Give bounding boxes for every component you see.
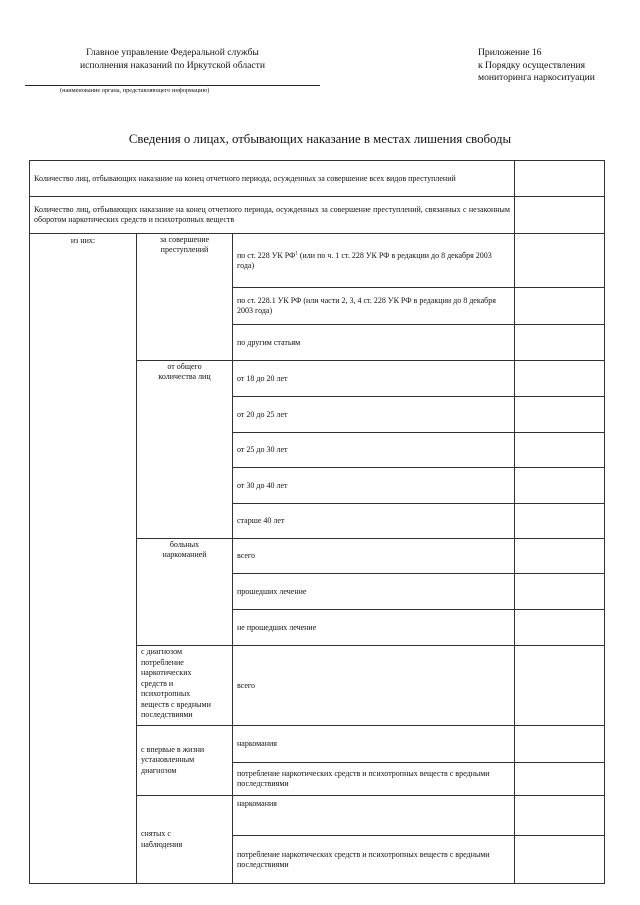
appendix-line-3: мониторинга наркоситуации [478, 72, 595, 83]
group-removed-line: наблюдения [141, 839, 183, 849]
group-diagnosis-line: последствиями [141, 710, 193, 719]
document-title: Сведения о лицах, отбывающих наказание в местах лишения свободы [128, 132, 512, 146]
org-line-2: исполнения наказаний по Иркутской области [80, 59, 265, 71]
table-row [30, 161, 605, 197]
group-first-diagnosis [137, 726, 233, 796]
item-age-over-40: старше 40 лет [233, 504, 515, 539]
group-age-line: количества лиц [158, 372, 211, 381]
group-removed [137, 796, 233, 884]
table-row [30, 234, 605, 288]
group-diagnosis-line: психотропных [141, 689, 191, 698]
value-cell[interactable] [515, 361, 605, 397]
item-art-228-1: по ст. 228.1 УК РФ (или части 2, 3, 4 ст. 228 УК РФ в редакции до 8 декабря 2003 года) [233, 288, 515, 325]
value-cell[interactable] [515, 726, 605, 763]
appendix-line-1: Приложение 16 [478, 47, 542, 58]
value-cell[interactable] [515, 836, 605, 884]
item-art-228 [233, 234, 515, 288]
value-cell[interactable] [515, 610, 605, 646]
group-first-line: диагнозом [141, 765, 177, 775]
org-line-1: Главное управление Федеральной службы [86, 47, 259, 58]
item-diagnosis-total: всего [233, 646, 515, 726]
value-cell[interactable] [515, 468, 605, 504]
organization-underline [25, 85, 320, 86]
item-first-consumption: потребление наркотических средств и психотропных веществ с вредными последствиями [233, 763, 515, 796]
group-age [137, 361, 233, 539]
group-diagnosis-line: наркотических [141, 668, 192, 677]
of-them-text: из них: [70, 236, 96, 245]
item-removed-consumption: потребление наркотических средств и психотропных веществ с вредными последствиями [233, 836, 515, 884]
value-cell[interactable] [515, 288, 605, 325]
item-removed-addiction: наркомания [233, 796, 515, 836]
value-cell[interactable] [515, 763, 605, 796]
value-cell[interactable] [515, 574, 605, 610]
appendix-note [478, 47, 628, 85]
value-cell[interactable] [515, 234, 605, 288]
group-addicts-line: больных [169, 540, 200, 549]
appendix-line-2: к Порядку осуществления [478, 59, 586, 71]
group-addicts-line: наркоманией [162, 550, 207, 559]
item-other-articles: по другим статьям [233, 325, 515, 361]
art228-rest: (или по ч. 1 ст. 228 УК РФ в редакции до 8 декабря 2003 года) [237, 250, 492, 270]
row-all-convicts-label: Количество лиц, отбывающих наказание на конец отчетного периода, осужденных за совершение всех видов преступлений [30, 161, 515, 197]
table-row [30, 197, 605, 234]
group-age-line: от общего [167, 362, 202, 371]
item-age-30-40: от 30 до 40 лет [233, 468, 515, 504]
item-addicts-total: всего [233, 539, 515, 574]
group-diagnosis-line: с диагнозом [141, 647, 183, 656]
group-addicts [137, 539, 233, 646]
group-diagnosis-line: потребление [141, 657, 184, 667]
item-addicts-untreated: не прошедших лечение [233, 610, 515, 646]
group-removed-line: снятых с [141, 829, 171, 838]
item-addicts-treated: прошедших лечение [233, 574, 515, 610]
organization-name [40, 47, 305, 72]
value-cell[interactable] [515, 197, 605, 234]
value-cell[interactable] [515, 161, 605, 197]
item-age-18-20: от 18 до 20 лет [233, 361, 515, 397]
organization-caption: (наименование органа, представляющего информацию) [60, 87, 210, 94]
value-cell[interactable] [515, 796, 605, 836]
group-first-line: с впервые в жизни [141, 744, 205, 754]
statistics-table [29, 160, 605, 884]
group-crimes [137, 234, 233, 361]
of-them-label [30, 234, 137, 884]
item-age-20-25: от 20 до 25 лет [233, 397, 515, 433]
value-cell[interactable] [515, 433, 605, 468]
art228-footnote-mark: 1 [295, 250, 298, 256]
group-diagnosis-line: веществ с вредными [141, 699, 211, 709]
value-cell[interactable] [515, 397, 605, 433]
group-crimes-line: преступлений [160, 245, 209, 254]
value-cell[interactable] [515, 646, 605, 726]
group-first-line: установленным [141, 755, 195, 765]
item-age-25-30: от 25 до 30 лет [233, 433, 515, 468]
group-diagnosis-line: средств и [141, 678, 174, 688]
value-cell[interactable] [515, 504, 605, 539]
item-first-addiction: наркомания [233, 726, 515, 763]
group-crimes-line: за совершение [159, 235, 210, 244]
art228-text: по ст. 228 УК РФ [237, 250, 296, 260]
group-diagnosis [137, 646, 233, 726]
value-cell[interactable] [515, 325, 605, 361]
value-cell[interactable] [515, 539, 605, 574]
row-drug-convicts-label: Количество лиц, отбывающих наказание на конец отчетного периода, осужденных за совершение преступлений, связанных с незаконным оборотом наркотических средств и психотропных веществ [30, 197, 515, 234]
